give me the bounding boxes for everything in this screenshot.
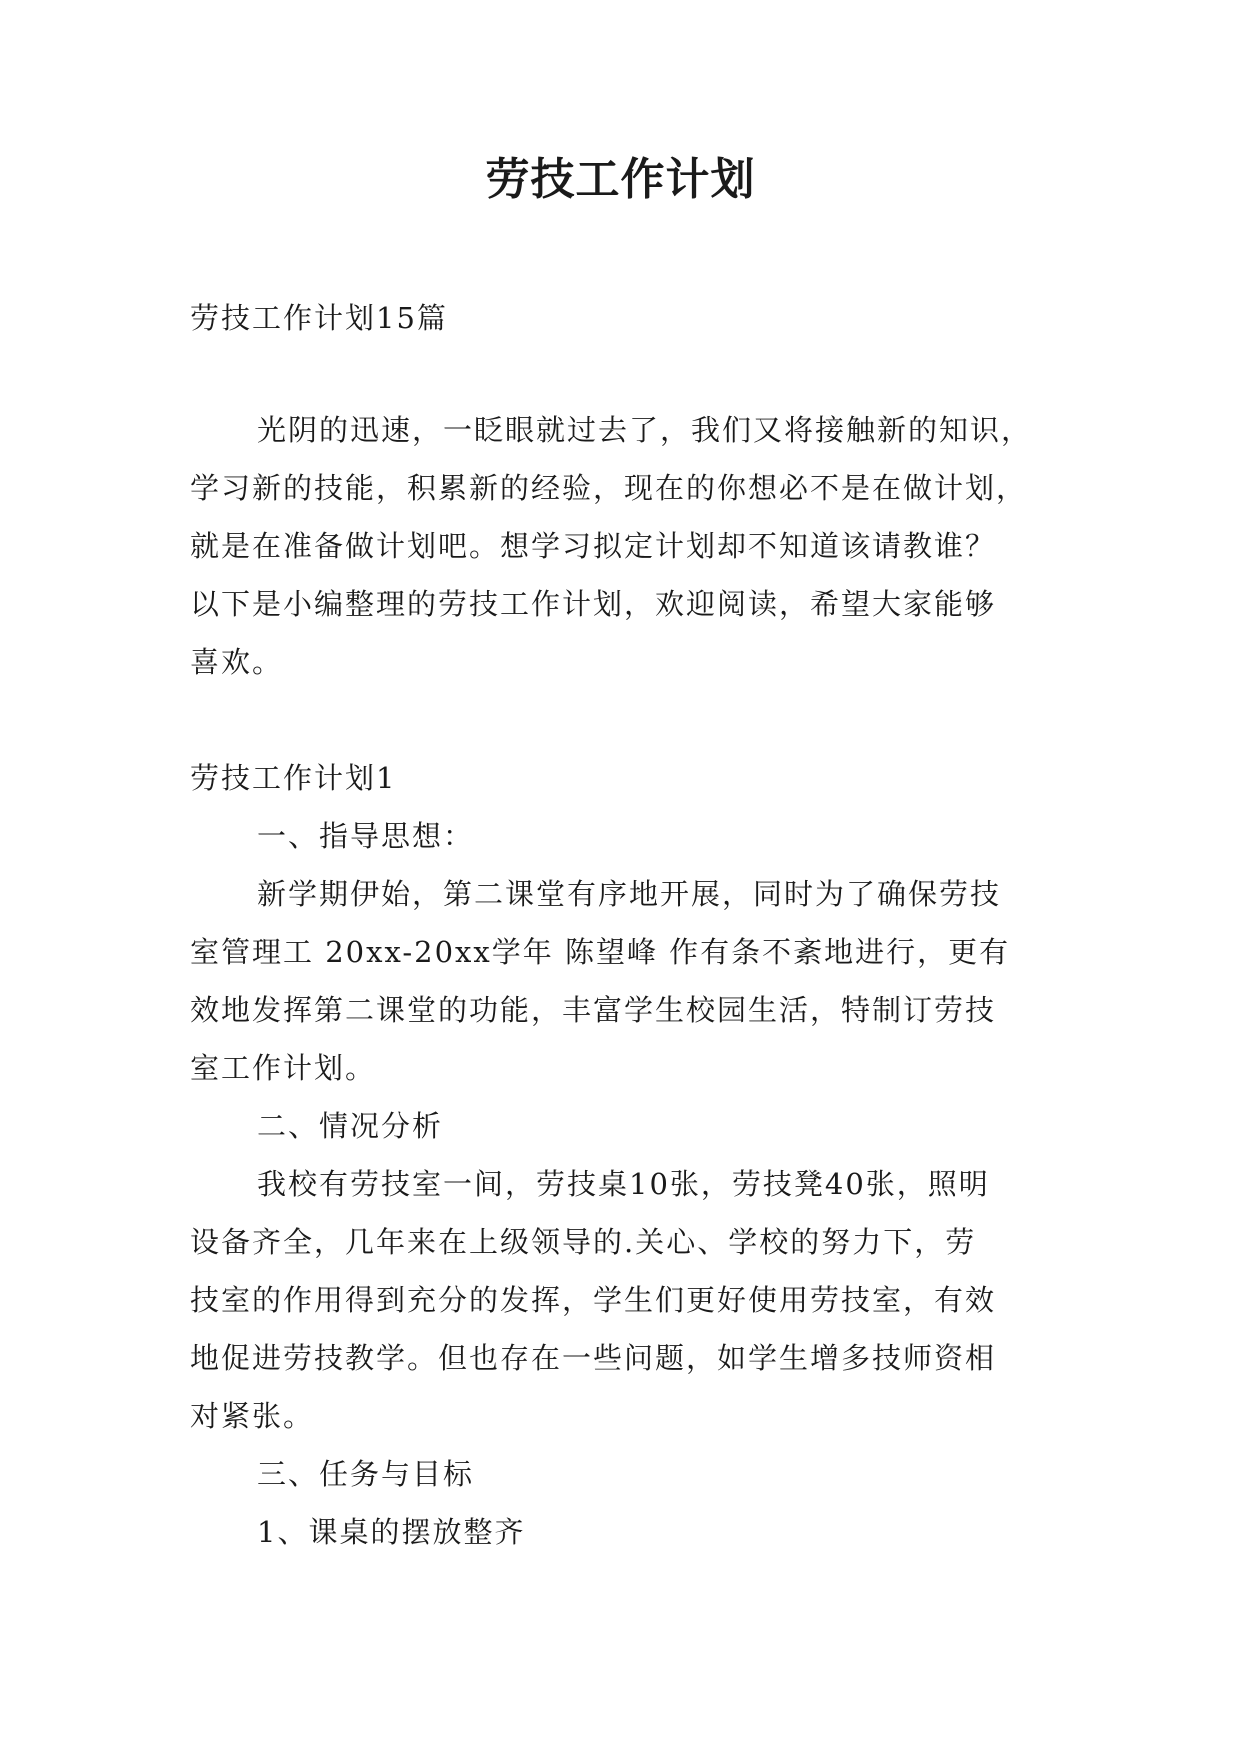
document-title: 劳技工作计划 [485,154,756,205]
para2-line-5: 对紧张。 [190,1399,315,1433]
intro-line-5: 喜欢。 [190,645,284,679]
intro-line-4: 以下是小编整理的劳技工作计划，欢迎阅读，希望大家能够 [190,587,997,621]
heading-guiding-thought: 一、指导思想： [257,819,475,853]
document-subtitle: 劳技工作计划15篇 [190,301,448,335]
para1-line-1: 新学期伊始，第二课堂有序地开展，同时为了确保劳技 [257,877,1002,911]
list-item-1: 1、课桌的摆放整齐 [257,1515,526,1549]
intro-line-2: 学习新的技能，积累新的经验，现在的你想必不是在做计划， [190,471,1028,505]
intro-line-3: 就是在准备做计划吧。想学习拟定计划却不知道该请教谁？ [190,529,997,563]
para2-line-2: 设备齐全，几年来在上级领导的.关心、学校的努力下，劳 [190,1225,977,1259]
para1-line-2: 室管理工 20xx-20xx学年 陈望峰 作有条不紊地进行，更有 [190,935,1011,969]
para1-line-4: 室工作计划。 [190,1051,377,1085]
para2-line-4: 地促进劳技教学。但也存在一些问题，如学生增多技师资相 [190,1341,997,1375]
heading-tasks-goals: 三、任务与目标 [257,1457,475,1491]
para2-line-3: 技室的作用得到充分的发挥，学生们更好使用劳技室，有效 [190,1283,997,1317]
para1-line-3: 效地发挥第二课堂的功能，丰富学生校园生活，特制订劳技 [190,993,997,1027]
intro-line-1: 光阴的迅速，一眨眼就过去了，我们又将接触新的知识， [257,413,1033,447]
heading-situation-analysis: 二、情况分析 [257,1109,444,1143]
section-title-1: 劳技工作计划1 [190,761,397,795]
para2-line-1: 我校有劳技室一间，劳技桌10张，劳技凳40张，照明 [257,1167,990,1201]
